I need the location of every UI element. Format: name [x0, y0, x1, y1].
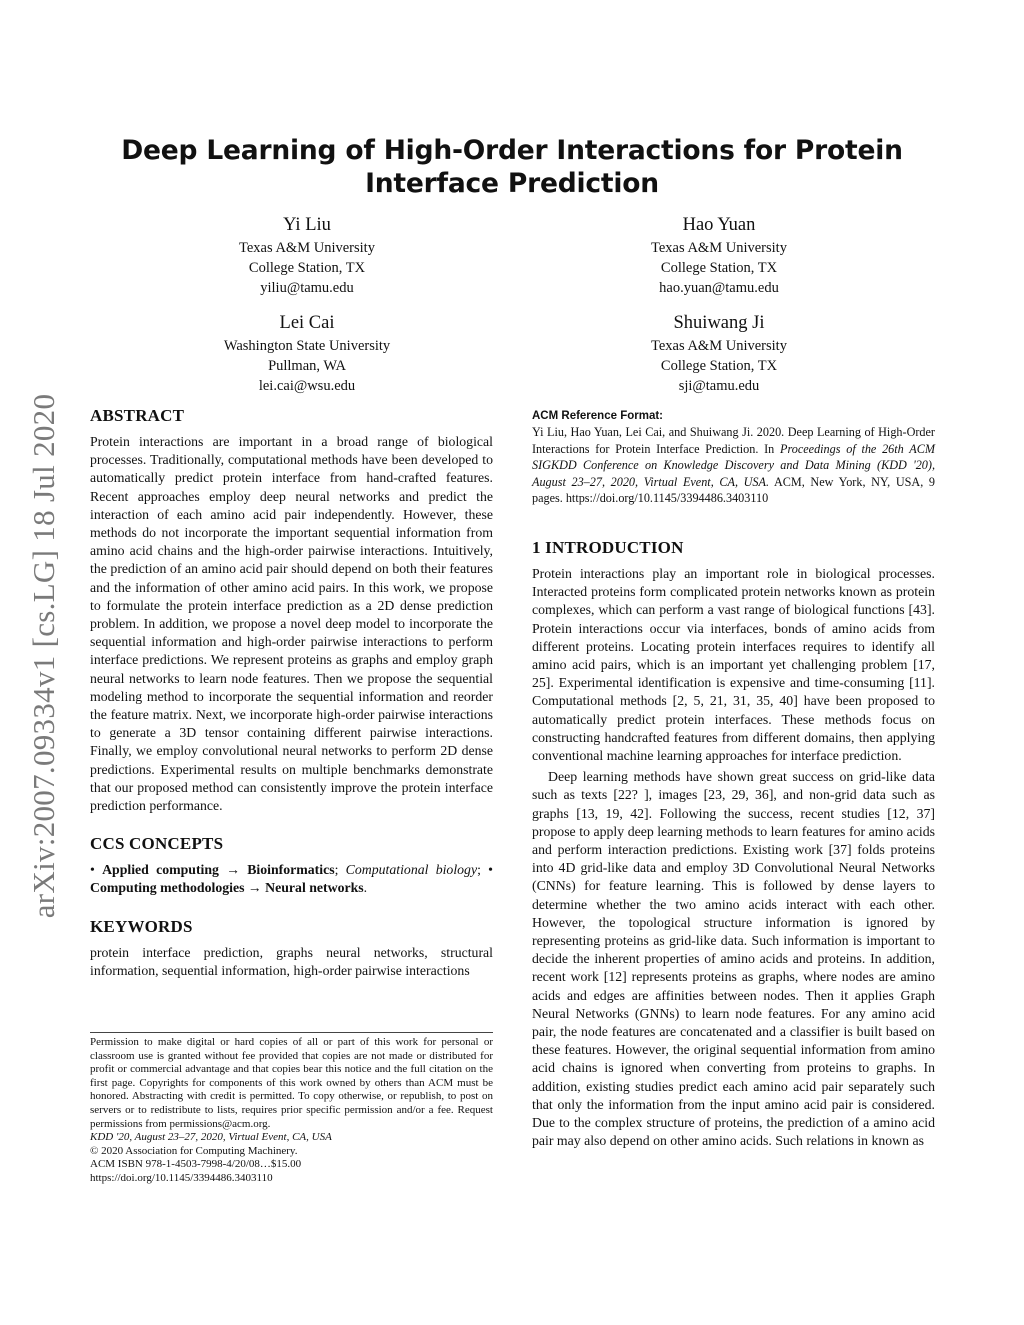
- author-affiliation: Texas A&M University: [651, 338, 787, 354]
- keywords-heading: KEYWORDS: [90, 916, 193, 936]
- introduction-paragraph-1: Protein interactions play an important role in biological processes. Interacted proteins form complicated protein networks known as protein complexes, which can perform a vast range of biological functions [43]. Protein interactions occur via interfaces, bonds of amino acids from different proteins. Locating protein interfaces requires to identify all amino acid pairs, which is an important yet challenging problem [17, 25]. Experimental identification is expensive and time-consuming [11]. Computational methods [2, 5, 21, 31, 35, 40] have been proposed to automatically predict protein interfaces. These methods focus on constructing handcrafted features from different domains, then applying conventional machine learning approaches for interface prediction.: [532, 565, 935, 763]
- ccs-concept-bold: Computing methodologies: [90, 880, 245, 896]
- permission-block: [90, 1036, 493, 1186]
- author-name: Yi Liu: [283, 215, 331, 235]
- author-location: College Station, TX: [660, 260, 778, 276]
- ccs-concept-italic: Computational biology: [345, 862, 478, 878]
- acm-reference-text: Yi Liu, Hao Yuan, Lei Cai, and Shuiwang Ji. 2020. Deep Learning of High-Order Interactions for Protein Interface Prediction. In Proceedings of the 26th ACM SIGKDD Conference on Knowledge Discovery and Data Mining (KDD '20), August 23–27, 2020, Virtual Event, CA, USA. ACM, New York, NY, USA, 9 pages. https://doi.org/10.1145/3394486.3403110: [532, 425, 936, 506]
- author-email[interactable]: hao.yuan@tamu.edu: [659, 280, 779, 296]
- author-block-2: [529, 214, 909, 298]
- isbn-line: ACM ISBN 978-1-4503-7998-4/20/08…$15.00: [90, 1158, 302, 1171]
- keywords-text: protein interface prediction, graphs neural networks, structural information, sequential information, high-order pairwise interactions: [90, 944, 493, 978]
- ccs-concept-bold: Applied computing: [102, 862, 219, 878]
- author-name: Shuiwang Ji: [673, 313, 765, 333]
- abstract-heading: ABSTRACT: [90, 406, 185, 425]
- author-name: Hao Yuan: [682, 215, 756, 235]
- ccs-concept-target: Neural networks: [265, 880, 364, 896]
- author-affiliation: Texas A&M University: [239, 240, 375, 256]
- author-block-4: [529, 312, 909, 396]
- right-column: [532, 410, 935, 1150]
- permission-text: Permission to make digital or hard copies of all or part of this work for personal or classroom use is granted without fee provided that copies are not made or distributed for profit or commercial advantage and that copies bear this notice and the full citation on the first page. Copyrights for components of this work owned by others than ACM must be honored. Abstracting with credit is permitted. To copy otherwise, or republish, to post on servers or to redistribute to lists, requires prior specific permission and/or a fee. Request permissions from permissions@acm.org.: [90, 1036, 493, 1130]
- author-location: College Station, TX: [248, 260, 366, 276]
- left-column: [90, 405, 493, 980]
- doi-link[interactable]: https://doi.org/10.1145/3394486.3403110: [90, 1171, 273, 1184]
- footnote-rule: [90, 1032, 493, 1033]
- ccs-concept-target: Bioinformatics: [247, 862, 335, 878]
- ccs-concepts: • Applied computing → Bioinformatics; Computational biology; • Computing methodologies → Neural networks.: [90, 862, 493, 896]
- author-email[interactable]: lei.cai@wsu.edu: [258, 378, 356, 394]
- introduction-heading: 1 INTRODUCTION: [532, 537, 684, 557]
- ccs-heading: CCS CONCEPTS: [90, 834, 224, 854]
- arxiv-stamp[interactable]: arXiv:2007.09334v1 [cs.LG] 18 Jul 2020: [26, 393, 61, 919]
- author-email[interactable]: yiliu@tamu.edu: [260, 280, 354, 296]
- author-name: Lei Cai: [279, 313, 335, 333]
- venue-line: KDD '20, August 23–27, 2020, Virtual Event, CA, USA: [90, 1131, 332, 1144]
- paper-title: Deep Learning of High-Order Interactions for Protein Interface Prediction: [121, 135, 903, 199]
- author-location: Pullman, WA: [268, 358, 346, 374]
- author-email[interactable]: sji@tamu.edu: [678, 378, 760, 394]
- abstract-text: Protein interactions are important in a broad range of biological processes. Traditionally, computational methods have been developed to automatically predict protein interface from hand-crafted features. Recent approaches employ deep neural networks and predict the interaction of each amino acid pair independently. However, these methods do not incorporate the important sequential information from amino acid chains and the high-order pairwise interactions. Intuitively, the prediction of an amino acid pair should depend on both their features and the information of other amino acid pairs. In this work, we propose to formulate the protein interface prediction as a 2D dense prediction problem. In addition, we propose a novel deep model to incorporate the sequential information and high-order pairwise interactions to perform interface predictions. We represent proteins as graphs and employ graph neural networks to learn node features. Then we propose the sequential modeling method to incorporate the sequential information and reorder the feature matrix. Next, we incorporate high-order pairwise interactions to generate a 3D tensor containing different pairwise interactions. Finally, we employ convolutional neural networks to perform 2D dense predictions. Experimental results on multiple benchmarks demonstrate that our proposed method can consistently improve the protein interface prediction performance.: [90, 434, 493, 814]
- copyright-line: © 2020 Association for Computing Machinery.: [90, 1144, 298, 1157]
- author-affiliation: Washington State University: [223, 338, 391, 354]
- introduction-paragraph-2: Deep learning methods have shown great success on grid-like data such as texts [22? ], images [23, 29, 36], and non-grid data such as graphs [13, 19, 42]. Following the success, recent studies [12, 37] propose to apply deep learning methods to learn features for amino acids and perform interaction predictions. Existing work [37] folds proteins into 4D grid-like data and employ 3D Convolutional Neural Networks (CNNs) for feature learning. This is followed by dense layers to determine whether the two amino acids interact with each other. However, the topological structure information is ignored by representing proteins as grid-like data. Such information is important to decide the inherent properties of amino acids and proteins. In addition, recent work [12] represents proteins as graphs, where nodes are amino acids and edges are affinities between nodes. Then it applies Graph Neural Networks (GNNs) to learn node features. For any amino acid pair, the node features are concatenated and a classifier is built based on these features. However, the original sequential information from amino acid chains is ignored when converting from proteins to graphs. In addition, existing studies predict each amino acid pair separately such that only the information from the input amino acid pair is considered. Due to the complex structure of proteins, the prediction of a amino acid pair may also depend on other amino acids. Such relations in known as: [532, 769, 935, 1149]
- author-block-3: [117, 312, 497, 396]
- author-affiliation: Texas A&M University: [651, 240, 787, 256]
- author-location: College Station, TX: [660, 358, 778, 374]
- author-block-1: [117, 214, 497, 298]
- acm-reference-label: ACM Reference Format:: [532, 410, 663, 422]
